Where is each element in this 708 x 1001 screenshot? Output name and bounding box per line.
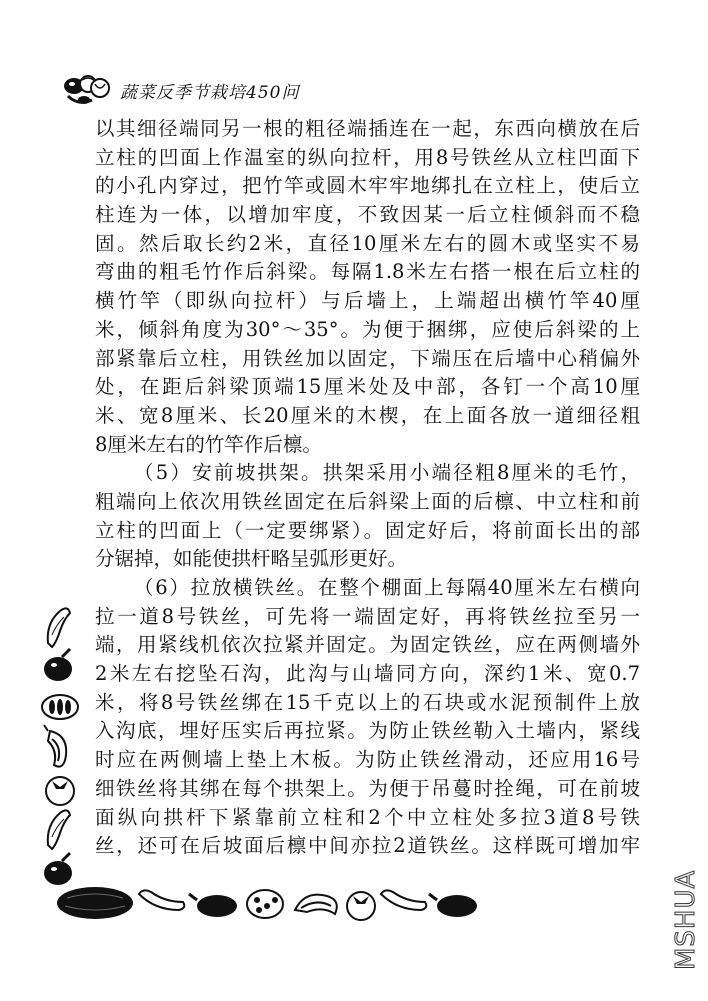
body-text — [95, 115, 640, 861]
bottom-decoration — [55, 880, 485, 926]
pepper-icon — [295, 895, 337, 914]
text-line: 处，在距后斜梁顶端15厘米处及中部，各钉一个高10厘 — [95, 375, 640, 399]
text-line: 固。然后取长约2米，直径10厘米左右的圆木或坚实不易 — [95, 231, 640, 255]
text-line: 米，倾斜角度为30°～35°。为便于捆绑，应使后斜梁的上 — [95, 317, 640, 341]
cucumber-icon — [48, 608, 70, 647]
text-line: 米，将8号铁丝绑在15千克以上的石块或水泥预制件上放 — [95, 690, 640, 714]
page-header — [62, 70, 462, 110]
eggplant-icon — [189, 894, 237, 917]
cucumber-icon — [139, 890, 184, 910]
text-line: 弯曲的粗毛竹作后斜梁。每隔1.8米左右搭一根在后立柱的 — [95, 260, 640, 284]
pepper-icon — [44, 725, 66, 767]
text-line: 立柱的凹面上作温室的纵向拉杆，用8号铁丝从立柱凹面下 — [95, 145, 640, 169]
text-line: 丝，还可在后坡面后檩中间亦拉2道铁丝。这样既可增加牢 — [95, 834, 640, 858]
text-line: 粗端向上依次用铁丝固定在后斜梁上面的后檩、中立柱和前 — [95, 489, 640, 513]
text-line: 8厘米左右的竹竿作后檩。 — [95, 432, 322, 456]
paragraph-start-line: （5）安前坡拱架。拱架采用小端径粗8厘米的毛竹， — [134, 461, 640, 485]
text-line: 时应在两侧墙上垫上木板。为防止铁丝滑动，还应用16号 — [95, 748, 640, 772]
eggplant-icon — [429, 894, 477, 917]
text-line: 的小孔内穿过，把竹竿或圆木牢牢地绑扎在立柱上，使后立 — [95, 174, 640, 198]
tomato-icon — [347, 892, 375, 920]
text-line: 以其细径端同另一根的粗径端插连在一起，东西向横放在后 — [95, 117, 640, 140]
text-line: 2米左右挖坠石沟，此沟与山墙同方向，深约1米、宽0.7 — [95, 662, 640, 686]
text-line: 横竹竿（即纵向拉杆）与后墙上，上端超出横竹竿40厘 — [95, 289, 640, 313]
tomato-icon — [46, 777, 74, 805]
text-line: 面纵向拱杆下紧靠前立柱和2个中立柱处多拉3道8号铁 — [95, 805, 640, 829]
paragraph-start-line: （6）拉放横铁丝。在整个棚面上每隔40厘米左右横向 — [134, 576, 640, 599]
text-line: 细铁丝将其绑在每个拱架上。为便于吊蔓时拴绳，可在前坡 — [95, 776, 640, 800]
page-header-title: 蔬菜反季节栽培450问 — [120, 83, 300, 103]
vegetable-cluster-icon — [62, 72, 112, 108]
text-line: 端，用紧线机依次拉紧并固定。为固定铁丝，应在两侧墙外 — [95, 633, 640, 657]
pumpkin-icon — [247, 890, 283, 918]
text-line: 米、宽8厘米、长20厘米的木楔，在上面各放一道细径粗 — [95, 403, 640, 427]
pumpkin-icon — [42, 695, 78, 719]
eggplant-icon — [44, 649, 72, 681]
side-decoration — [38, 605, 86, 895]
text-line: 入沟底，埋好压实后再拉紧。为防止铁丝勒入土墙内，紧线 — [95, 719, 640, 743]
text-line: 部紧靠后立柱，用铁丝加以固定，下端压在后墙中心稍偏外 — [95, 346, 640, 370]
oval-blob-icon — [57, 887, 133, 919]
watermark-text: MSHUA — [671, 869, 701, 970]
text-line: 分锯掉，如能使拱杆略呈弧形更好。 — [95, 547, 408, 571]
text-line: 柱连为一体，以增加牢度，不致因某一后立柱倾斜而不稳 — [95, 203, 640, 227]
text-line: 立柱的凹面上（一定要绑紧）。固定好后，将前面长出的部 — [95, 518, 640, 542]
cucumber-icon — [48, 810, 70, 849]
cucumber-icon — [381, 890, 426, 910]
text-line: 拉一道8号铁丝，可先将一端固定好，再将铁丝拉至另一 — [95, 604, 640, 628]
